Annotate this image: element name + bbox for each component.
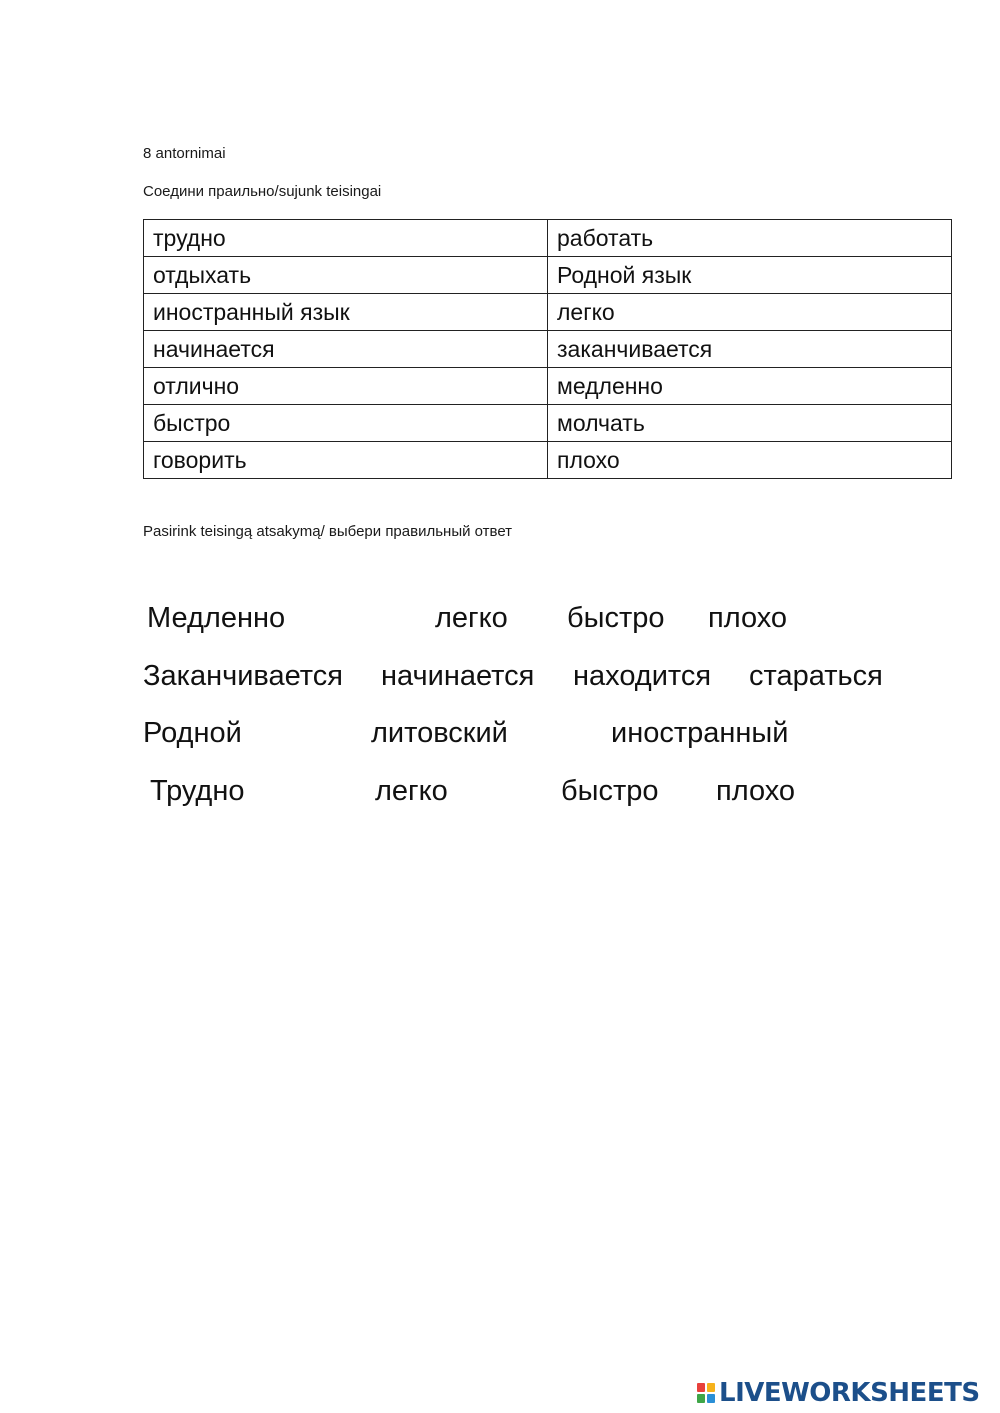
table-row	[144, 368, 952, 405]
choice-option[interactable]: Родной	[143, 717, 242, 749]
table-cell-right[interactable]: плохо	[548, 442, 952, 479]
logo-grid-icon	[697, 1383, 715, 1403]
choice-option[interactable]: стараться	[749, 660, 883, 692]
choice-option[interactable]: быстро	[561, 775, 659, 807]
logo-text: LIVEWORKSHEETS	[719, 1378, 980, 1408]
choice-row-1	[0, 598, 1000, 638]
table-cell-right[interactable]: легко	[548, 294, 952, 331]
choice-option[interactable]: Заканчивается	[143, 660, 343, 692]
liveworksheets-logo	[697, 1378, 980, 1408]
choice-option[interactable]: Медленно	[147, 602, 286, 634]
choice-row-2	[0, 656, 1000, 696]
choose-instruction: Pasirink teisingą atsakymą/ выбери правильный ответ	[143, 523, 513, 540]
choice-option[interactable]: легко	[435, 602, 508, 634]
table-cell-right[interactable]: Родной язык	[548, 257, 952, 294]
choice-option[interactable]: начинается	[381, 660, 535, 692]
choice-row-3	[0, 713, 1000, 753]
table-cell-left[interactable]: трудно	[144, 220, 548, 257]
choice-option[interactable]: легко	[375, 775, 448, 807]
logo-square	[697, 1383, 705, 1392]
logo-square	[697, 1394, 705, 1403]
table-cell-right[interactable]: молчать	[548, 405, 952, 442]
choice-option[interactable]: быстро	[567, 602, 665, 634]
table-row	[144, 257, 952, 294]
choice-option[interactable]: Трудно	[150, 775, 245, 807]
table-cell-left[interactable]: отлично	[144, 368, 548, 405]
table-cell-right[interactable]: работать	[548, 220, 952, 257]
table-cell-left[interactable]: начинается	[144, 331, 548, 368]
choice-row-4	[0, 771, 1000, 811]
table-cell-left[interactable]: отдыхать	[144, 257, 548, 294]
table-cell-right[interactable]: заканчивается	[548, 331, 952, 368]
table-row	[144, 331, 952, 368]
worksheet-title: 8 antornimai	[143, 145, 226, 162]
choice-option[interactable]: плохо	[716, 775, 796, 807]
choice-option[interactable]: плохо	[708, 602, 788, 634]
table-row	[144, 294, 952, 331]
table-row	[144, 405, 952, 442]
logo-square	[707, 1383, 715, 1392]
table-cell-left[interactable]: иностранный язык	[144, 294, 548, 331]
choice-option[interactable]: иностранный	[611, 717, 789, 749]
table-row	[144, 220, 952, 257]
table-cell-left[interactable]: быстро	[144, 405, 548, 442]
choice-option[interactable]: литовский	[371, 717, 508, 749]
matching-table	[143, 219, 952, 479]
match-instruction: Соедини праильно/sujunk teisingai	[143, 183, 382, 200]
table-cell-left[interactable]: говорить	[144, 442, 548, 479]
choice-option[interactable]: находится	[573, 660, 712, 692]
logo-square	[707, 1394, 715, 1403]
table-row	[144, 442, 952, 479]
table-cell-right[interactable]: медленно	[548, 368, 952, 405]
